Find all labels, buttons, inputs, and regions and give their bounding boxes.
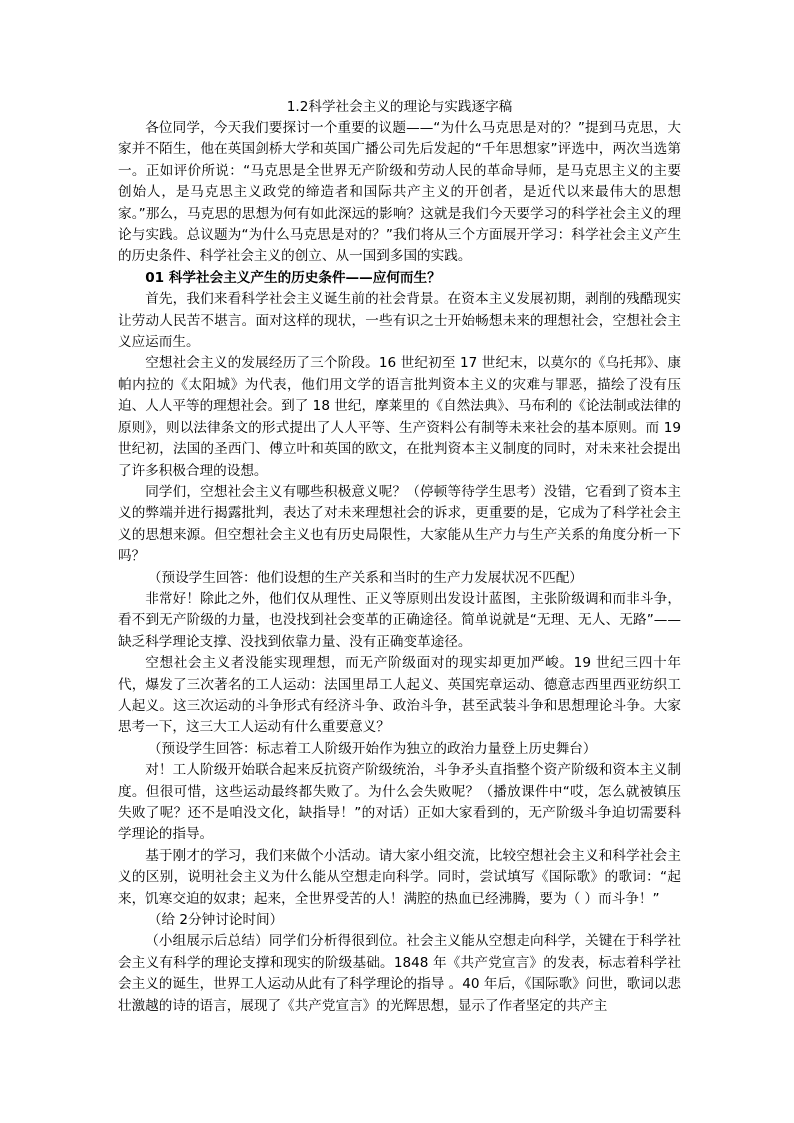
document-body	[118, 118, 681, 1017]
stage-direction-paragraph: （预设学生回答：标志着工人阶级开始作为独立的政治力量登上历史舞台）	[147, 740, 597, 757]
body-paragraph: 各位同学，今天我们要探讨一个重要的议题——“为什么马克思是对的？”提到马克思，大家并不陌生，他在英国剑桥大学和英国广播公司先后发起的“千年思想家”评选中，两次当选第一。正如评价所说：“马克思是全世界无产阶级和劳动人民的革命导师，是马克思主义的主要创始人，是马克思主义政党的缔造者和国际共产主义的开创者，是近代以来最伟大的思想家。”那么，马克思的思想为何有如此深远的影响？这就是我们今天要学习的科学社会主义的理论与实践。总议题为“为什么马克思是对的？”我们将从三个方面展开学习：科学社会主义产生的历史条件、科学社会主义的创立、从一国到多国的实践。	[118, 120, 681, 265]
section-heading: 01 科学社会主义产生的历史条件——应何而生？	[145, 269, 441, 286]
stage-direction-paragraph: （给 2分钟讨论时间）	[147, 912, 284, 929]
body-paragraph: 同学们，空想社会主义有哪些积极意义呢？（停顿等待学生思考）没错，它看到了资本主义的弊端并进行揭露批判，表达了对未来理想社会的诉求，更重要的是，它成为了科学社会主义的思想来源。但空想社会主义也有历史局限性，大家能从生产力与生产关系的角度分析一下吗？	[118, 483, 681, 565]
body-paragraph: （小组展示后总结）同学们分析得很到位。社会主义能从空想走向科学，关键在于科学社会主义有科学的理论支撑和现实的阶级基础。1848 年《共产党宣言》的发表，标志着科学社会主义的诞生，世界工人运动从此有了科学理论的指导 。40 年后，《国际歌》问世，歌词以悲壮激越的诗的语言，展现了《共产党宣言》的光辉思想，显示了作者坚定的共产主	[118, 933, 681, 1014]
document-page	[118, 96, 681, 1017]
body-paragraph: 空想社会主义者没能实现理想，而无产阶级面对的现实却更加严峻。19 世纪三四十年代，爆发了三次著名的工人运动：法国里昂工人起义、英国宪章运动、德意志西里西亚纺织工人起义。这三次运动的斗争形式有经济斗争、政治斗争，甚至武装斗争和思想理论斗争。大家思考一下，这三大工人运动有什么重要意义？	[118, 655, 681, 736]
body-paragraph: 首先，我们来看科学社会主义诞生前的社会背景。在资本主义发展初期，剥削的残酷现实让劳动人民苦不堪言。面对这样的现状，一些有识之士开始畅想未来的理想社会，空想社会主义应运而生。	[118, 291, 681, 351]
body-paragraph: 非常好！除此之外，他们仅从理性、正义等原则出发设计蓝图，主张阶级调和而非斗争，看不到无产阶级的力量，也没找到社会变革的正确途径。简单说就是“无理、无人、无路”——缺乏科学理论支撑、没找到依靠力量、没有正确变革途径。	[118, 590, 681, 650]
body-paragraph: 对！工人阶级开始联合起来反抗资产阶级统治，斗争矛头直指整个资产阶级和资本主义制度。但很可惜，这些运动最终都失败了。为什么会失败呢？（播放课件中“哎，怎么就被镇压失败了呢？还不是咱没文化，缺指导！”的对话）正如大家看到的，无产阶级斗争迫切需要科学理论的指导。	[118, 762, 681, 843]
stage-direction-paragraph: （预设学生回答：他们设想的生产关系和当时的生产力发展状况不匹配）	[147, 569, 583, 586]
body-paragraph: 基于刚才的学习，我们来做个小活动。请大家小组交流，比较空想社会主义和科学社会主义的区别，说明社会主义为什么能从空想走向科学。同时，尝试填写《国际歌》的歌词：“起来，饥寒交迫的奴隶；起来，全世界受苦的人！满腔的热血已经沸腾，要为（ ）而斗争！”	[118, 847, 681, 907]
body-paragraph: 空想社会主义的发展经历了三个阶段。16 世纪初至 17 世纪末，以莫尔的《乌托邦》、康帕内拉的《太阳城》为代表，他们用文学的语言批判资本主义的灾难与罪恶，描绘了没有压迫、人人平等的理想社会。到了 18 世纪，摩莱里的《自然法典》、马布利的《论法制或法律的原则》，则以法律条文的形式提出了人人平等、生产资料公有制等未来社会的基本原则。而 19 世纪初，法国的圣西门、傅立叶和英国的欧文，在批判资本主义制度的同时，对未来社会提出了许多积极合理的设想。	[118, 355, 681, 479]
document-title: 1.2科学社会主义的理论与实践逐字稿	[286, 99, 513, 115]
